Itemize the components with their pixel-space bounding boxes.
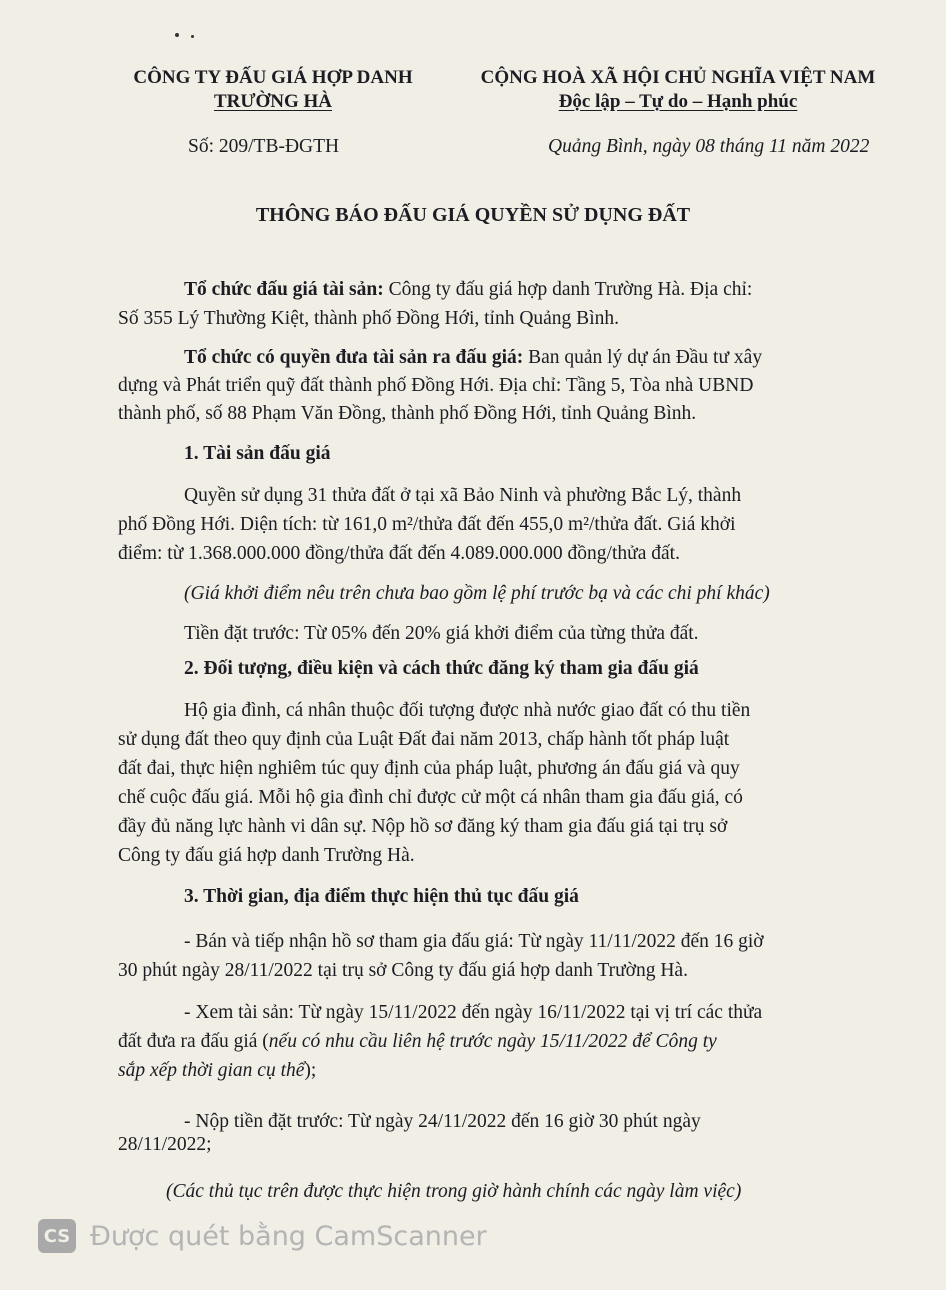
section-1-heading: 1. Tài sản đấu giá (184, 443, 331, 464)
section-2-line2: sử dụng đất theo quy định của Luật Đất đai năm 2013, chấp hành tốt pháp luật (118, 729, 730, 750)
section-3-note: (Các thủ tục trên được thực hiện trong giờ hành chính các ngày làm việc) (166, 1181, 742, 1202)
section-3-item3-line2: 28/11/2022; (118, 1134, 212, 1155)
section-3-item2-line2 (118, 1028, 717, 1056)
section-1-line1: Quyền sử dụng 31 thửa đất ở tại xã Bảo Ninh và phường Bắc Lý, thành (184, 485, 742, 506)
section-2-line3: đất đai, thực hiện nghiêm túc quy định của pháp luật, phương án đấu giá và quy (118, 758, 740, 779)
company-name-line2: TRƯỜNG HÀ (213, 91, 333, 112)
auction-org-text: Công ty đấu giá hợp danh Trường Hà. Địa chỉ: (383, 279, 753, 300)
asset-owner-line3: thành phố, số 88 Phạm Văn Đồng, thành phố Đồng Hới, tỉnh Quảng Bình. (118, 403, 697, 424)
asset-owner-line2: dựng và Phát triển quỹ đất thành phố Đồng Hới. Địa chỉ: Tầng 5, Tòa nhà UBND (118, 375, 754, 396)
section-2-line5: đầy đủ năng lực hành vi dân sự. Nộp hồ sơ đăng ký tham gia đấu giá tại trụ sở (118, 816, 728, 837)
section-3-item2-line3-italic: sắp xếp thời gian cụ thể (118, 1060, 305, 1081)
section-3-item2-line1: - Xem tài sản: Từ ngày 15/11/2022 đến ngày 16/11/2022 tại vị trí các thửa (184, 1002, 763, 1023)
auction-org-line2: Số 355 Lý Thường Kiệt, thành phố Đồng Hới, tỉnh Quảng Bình. (118, 308, 619, 329)
company-name-line1: CÔNG TY ĐẤU GIÁ HỢP DANH (133, 67, 413, 88)
asset-owner-line1 (184, 344, 874, 372)
section-1-line2: phố Đồng Hới. Diện tích: từ 161,0 m²/thửa đất đến 455,0 m²/thửa đất. Giá khởi (118, 514, 736, 535)
auction-org-label: Tổ chức đấu giá tài sản: (184, 279, 384, 300)
camscanner-logo-icon: CS (38, 1219, 76, 1253)
document-title: THÔNG BÁO ĐẤU GIÁ QUYỀN SỬ DỤNG ĐẤT (255, 204, 691, 226)
national-motto-text: Độc lập – Tự do – Hạnh phúc (558, 91, 798, 112)
national-motto (452, 90, 904, 114)
section-2-line1: Hộ gia đình, cá nhân thuộc đối tượng được nhà nước giao đất có thu tiền (184, 700, 751, 721)
section-2-line4: chế cuộc đấu giá. Mỗi hộ gia đình chỉ được cử một cá nhân tham gia đấu giá, có (118, 787, 743, 808)
asset-owner-label: Tổ chức có quyền đưa tài sản ra đấu giá: (184, 347, 524, 368)
section-3-item3-line1: - Nộp tiền đặt trước: Từ ngày 24/11/2022 đến 16 giờ 30 phút ngày (184, 1111, 701, 1132)
section-3-item2-line2-italic: nếu có nhu cầu liên hệ trước ngày 15/11/2022 để Công ty (268, 1031, 717, 1052)
section-3-heading: 3. Thời gian, địa điểm thực hiện thủ tục đấu giá (184, 886, 579, 907)
section-3-item1-line1: - Bán và tiếp nhận hồ sơ tham gia đấu giá: Từ ngày 11/11/2022 đến 16 giờ (184, 931, 764, 952)
document-number: Số: 209/TB-ĐGTH (188, 136, 340, 157)
section-1-line3: điểm: từ 1.368.000.000 đồng/thửa đất đến 4.089.000.000 đồng/thửa đất. (118, 543, 680, 564)
national-title: CỘNG HOÀ XÃ HỘI CHỦ NGHĨA VIỆT NAM (480, 67, 876, 88)
section-1-deposit: Tiền đặt trước: Từ 05% đến 20% giá khởi điểm của từng thửa đất. (184, 623, 699, 644)
place-and-date: Quảng Bình, ngày 08 tháng 11 năm 2022 (548, 136, 870, 157)
camscanner-watermark (38, 1214, 487, 1258)
camscanner-watermark-text: Được quét bằng CamScanner (90, 1220, 487, 1252)
section-3-item2-line3-plain: ); (304, 1060, 317, 1081)
section-2-line6: Công ty đấu giá hợp danh Trường Hà. (118, 845, 415, 866)
section-2-heading: 2. Đối tượng, điều kiện và cách thức đăng ký tham gia đấu giá (184, 658, 699, 679)
asset-owner-text: Ban quản lý dự án Đầu tư xây (523, 347, 763, 368)
section-1-note: (Giá khởi điểm nêu trên chưa bao gồm lệ phí trước bạ và các chi phí khác) (184, 583, 770, 604)
section-3-item2-line3 (118, 1057, 316, 1085)
section-3-item2-line2-plain: đất đưa ra đấu giá ( (118, 1031, 269, 1052)
scan-speck (191, 35, 194, 38)
auction-org-line1 (184, 276, 874, 304)
section-3-item1-line2: 30 phút ngày 28/11/2022 tại trụ sở Công ty đấu giá hợp danh Trường Hà. (118, 960, 688, 981)
scan-speck (175, 33, 179, 37)
